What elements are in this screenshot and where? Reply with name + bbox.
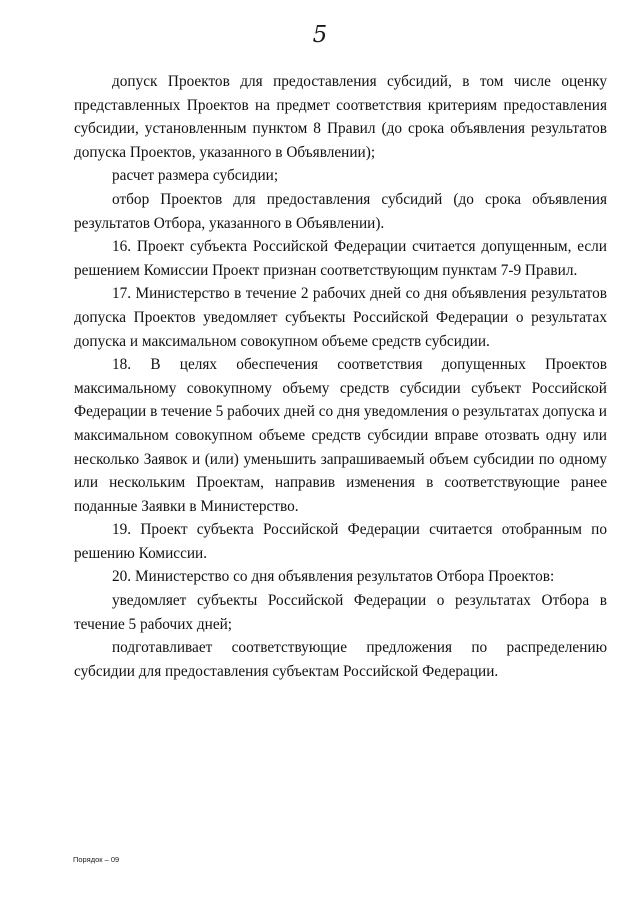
document-footer: Порядок – 09 xyxy=(73,855,120,864)
paragraph-admission: допуск Проектов для предоставления субсидий, в том числе оценку представленных Проектов на предмет соответствия критериям предоставления субсидии, установленным пунктом 8 Правил (до срока объявления результатов допуска Проектов, указанного в Объявлении); xyxy=(74,73,607,161)
paragraph-item-19: 19. Проект субъекта Российской Федерации считается отобранным по решению Комиссии. xyxy=(74,521,607,562)
paragraph-item-20: 20. Министерство со дня объявления результатов Отбора Проектов: xyxy=(112,568,555,586)
paragraph-selection: отбор Проектов для предоставления субсидий (до срока объявления результатов Отбора, указанного в Объявлении). xyxy=(74,190,607,232)
paragraph-item-17: 17. Министерство в течение 2 рабочих дней со дня объявления результатов допуска Проектов уведомляет субъекты Российской Федерации о результатах допуска и максимальном совокупном объеме средств субсидии. xyxy=(74,285,607,350)
paragraph-item-18: 18. В целях обеспечения соответствия допущенных Проектов максимальному совокупному объему средств субсидии субъект Российской Федерации в течение 5 рабочих дней со дня уведомления о результатах допуска и максимальном совокупном объеме средств субсидии вправе отозвать одну или несколько Заявок и (или) уменьшить запрашиваемый объем субсидии по одному или нескольким Проектам, направив изменения в соответствующие ранее поданные Заявки в Министерство. xyxy=(74,356,607,515)
paragraph-prepare-proposals: подготавливает соответствующие предложения по распределению субсидии для предоставления субъектам Российской Федерации. xyxy=(74,639,607,680)
paragraph-notify: уведомляет субъекты Российской Федерации о результатах Отбора в течение 5 рабочих дней; xyxy=(74,592,607,633)
paragraph-subsidy-calculation: расчет размера субсидии; xyxy=(112,167,279,185)
page-number: 5 xyxy=(312,22,328,48)
document-body xyxy=(74,70,607,683)
paragraph-item-16: 16. Проект субъекта Российской Федерации считается допущенным, если решением Комиссии Проект признан соответствующим пунктам 7-9 Правил. xyxy=(74,238,607,279)
